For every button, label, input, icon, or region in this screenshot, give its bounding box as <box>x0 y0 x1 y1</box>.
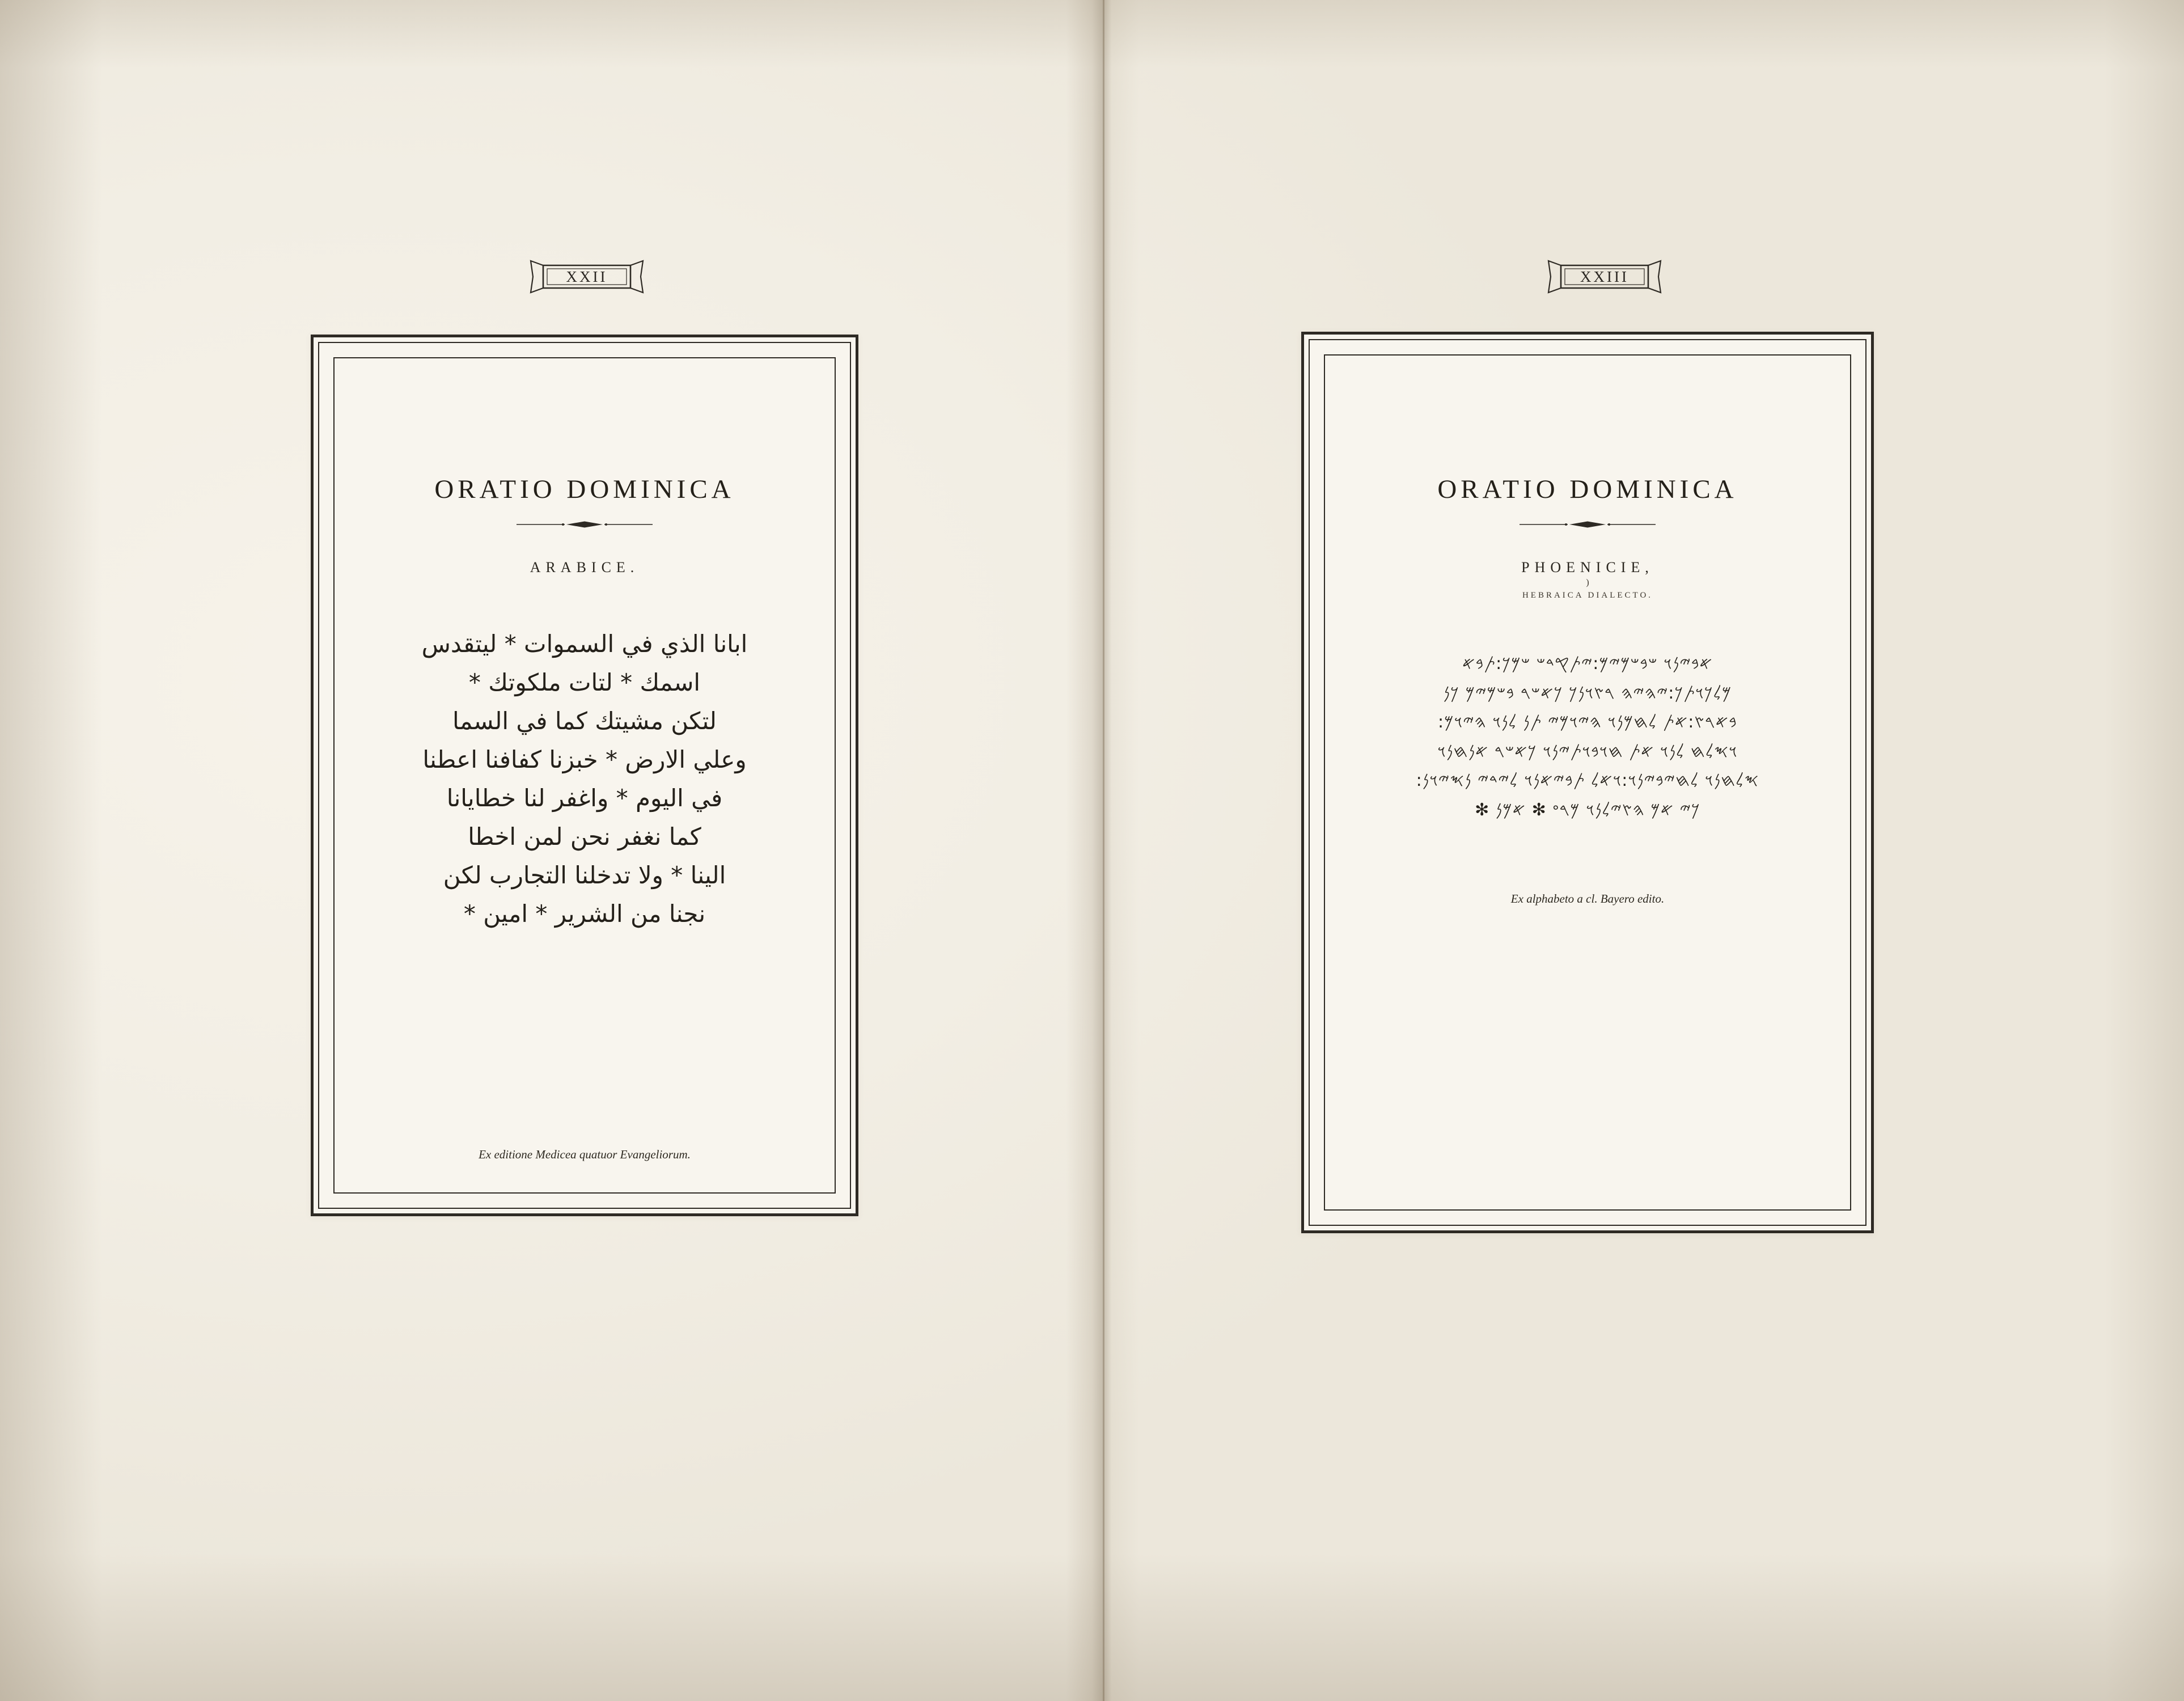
engraved-plate-left <box>311 335 858 1216</box>
prayer-line: لتكن مشيتك كما في السما <box>452 707 717 735</box>
prayer-text-arabic <box>342 625 827 933</box>
plate-title-left: ORATIO DOMINICA <box>434 475 735 504</box>
prayer-line: 𐤀𐤁𐤉𐤍𐤅 𐤔𐤁𐤔𐤌𐤉𐤌:𐤉𐤕𐤒𐤃𐤔 𐤔𐤌𐤊:𐤕𐤁𐤀 <box>1462 654 1713 674</box>
prayer-line: اسمك * لتات ملكوتك * <box>468 668 701 697</box>
prayer-line: نجنا من الشرير * امين * <box>463 900 706 928</box>
plate-language-left: ARABICE. <box>530 559 640 576</box>
right-page <box>1106 0 2184 1701</box>
plate-colophon-left: Ex editione Medicea quatuor Evangeliorum. <box>479 1148 691 1161</box>
folio-number: XXIII <box>1580 268 1629 285</box>
prayer-line: ابانا الذي في السموات * ليتقدس <box>421 630 748 658</box>
prayer-line: الينا * ولا تدخلنا التجارب لكن <box>443 861 726 890</box>
prayer-line: 𐤊𐤉 𐤀𐤌 𐤄𐤑𐤉𐤋𐤍𐤅 𐤌𐤓𐤏 ✻ 𐤀𐤌𐤍 ✻ <box>1475 799 1700 820</box>
separator-mark: ) <box>1586 578 1589 587</box>
engraved-plate-right <box>1301 332 1874 1233</box>
folio-cartouche-left <box>522 258 652 295</box>
prayer-line: 𐤎𐤋𐤇𐤍𐤅 𐤋𐤇𐤉𐤁𐤉𐤍𐤅:𐤅𐤀𐤋 𐤕𐤁𐤉𐤀𐤍𐤅 𐤋𐤉𐤃𐤉 𐤍𐤎𐤉𐤅𐤍: <box>1416 771 1759 791</box>
plate-colophon-right: Ex alphabeto a cl. Bayero edito. <box>1510 891 1665 905</box>
prayer-line: 𐤁𐤀𐤓𐤑:𐤀𐤕 𐤋𐤇𐤌𐤍𐤅 𐤄𐤉𐤅𐤌𐤉 𐤕𐤍 𐤋𐤍𐤅 𐤄𐤉𐤅𐤌: <box>1438 712 1737 733</box>
folio-cartouche-right <box>1539 258 1670 295</box>
plate-title-right: ORATIO DOMINICA <box>1437 475 1738 504</box>
plate-content-left <box>342 366 827 1184</box>
prayer-text-phoenician <box>1333 649 1842 825</box>
ornamental-rule-icon <box>1502 519 1673 530</box>
plate-sublanguage-right: HEBRAICA DIALECTO. <box>1522 591 1653 600</box>
folio-number: XXII <box>566 268 608 285</box>
plate-language-right: PHOENICIE, <box>1521 559 1654 576</box>
prayer-line: 𐤌𐤋𐤊𐤅𐤕𐤊:𐤉𐤄𐤉𐤄 𐤓𐤑𐤅𐤍𐤊 𐤊𐤀𐤔𐤓 𐤁𐤔𐤌𐤉𐤌 𐤊𐤍 <box>1443 683 1732 703</box>
prayer-line: وعلي الارض * خبزنا كفافنا اعطنا <box>422 746 747 774</box>
prayer-line: في اليوم * واغفر لنا خطايانا <box>446 784 723 813</box>
plate-content-right <box>1333 363 1842 1201</box>
ornamental-rule-icon <box>500 519 670 530</box>
prayer-line: 𐤅𐤎𐤋𐤇 𐤋𐤍𐤅 𐤀𐤕 𐤇𐤅𐤁𐤅𐤕𐤉𐤍𐤅 𐤊𐤀𐤔𐤓 𐤀𐤍𐤇𐤍𐤅 <box>1437 741 1738 761</box>
prayer-line: كما نغفر نحن لمن اخطا <box>468 823 701 851</box>
